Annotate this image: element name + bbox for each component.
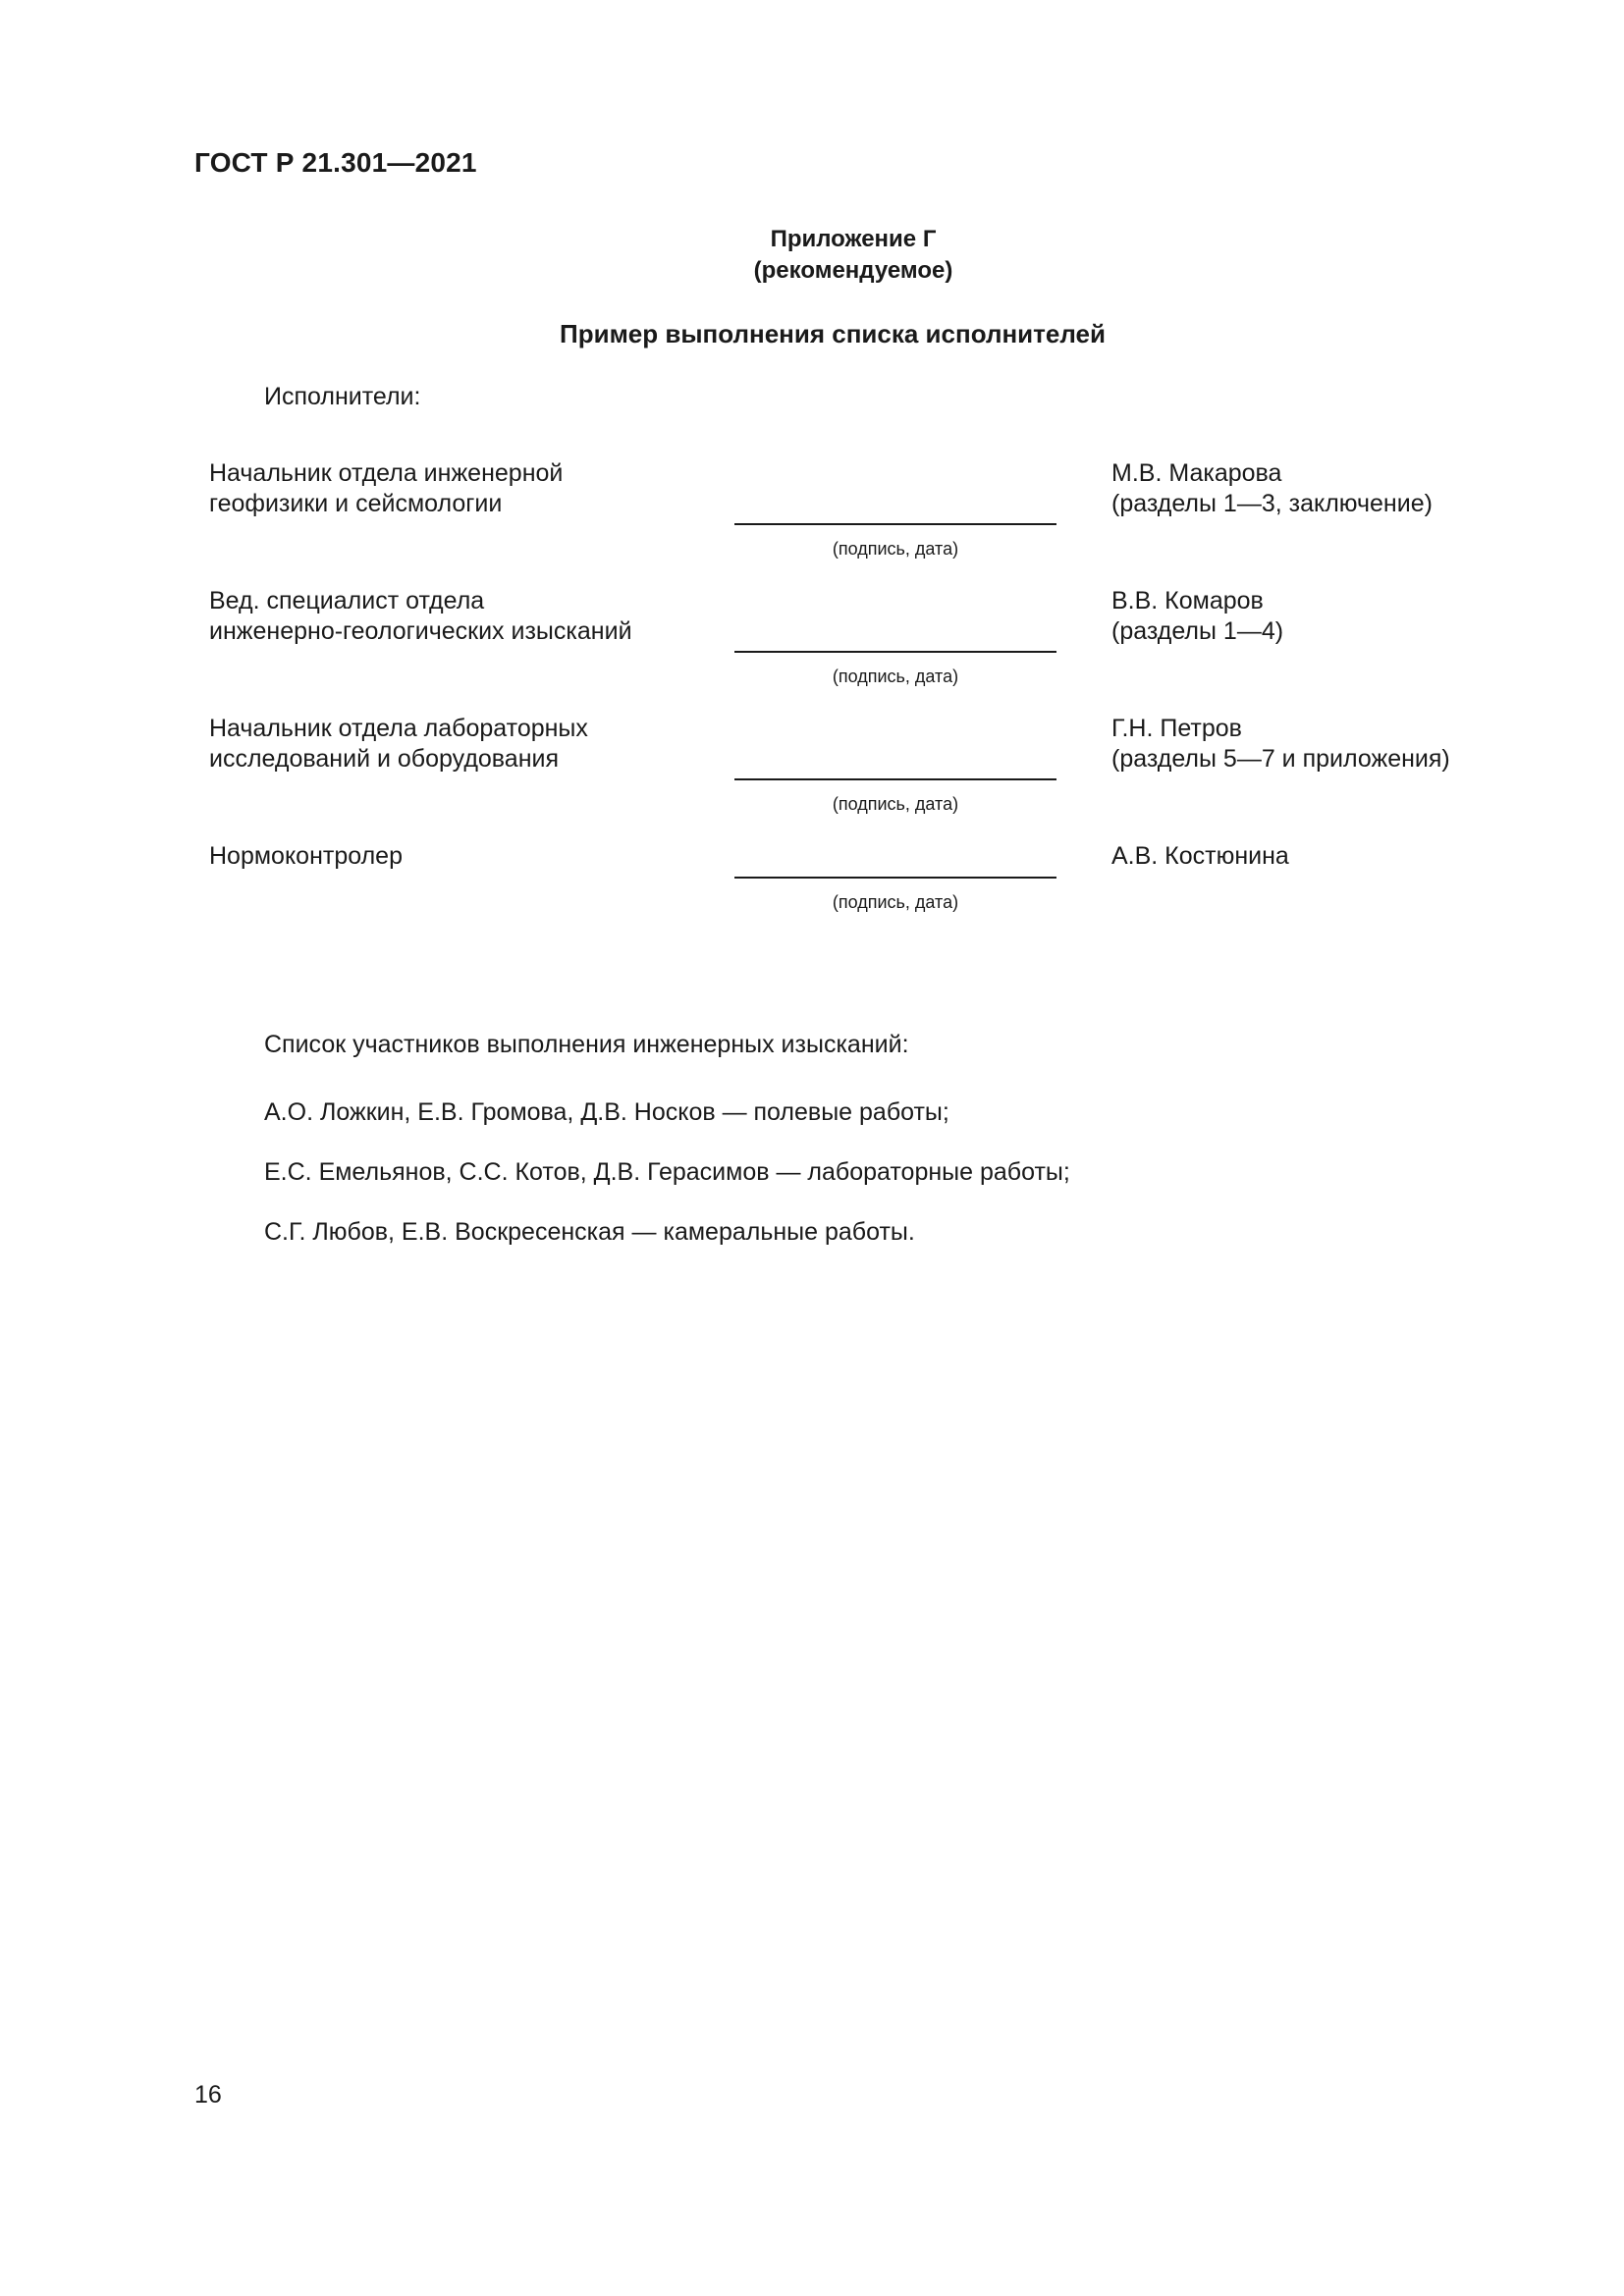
performer-scope: (разделы 1—4)	[1111, 617, 1284, 645]
position-line: Нормоконтролер	[209, 842, 403, 870]
performer-position	[209, 586, 632, 647]
position-line: инженерно-геологических изысканий	[209, 617, 632, 645]
performer-person	[1111, 586, 1283, 647]
participant-line: А.О. Ложкин, Е.В. Громова, Д.В. Носков — полевые работы;	[264, 1098, 949, 1126]
position-line: Вед. специалист отдела	[209, 587, 485, 614]
signature-line	[734, 651, 1056, 653]
signature-line	[734, 877, 1056, 879]
signature-caption: (подпись, дата)	[832, 892, 959, 912]
participant-line: Е.С. Емельянов, С.С. Котов, Д.В. Герасимов — лабораторные работы;	[264, 1158, 1070, 1186]
signature-line	[734, 778, 1056, 780]
performer-person	[1111, 458, 1433, 519]
position-line: исследований и оборудования	[209, 745, 560, 773]
appendix-title: Приложение Г	[770, 226, 937, 252]
signature-caption: (подпись, дата)	[832, 794, 959, 814]
position-line: Начальник отдела инженерной	[209, 459, 564, 487]
page-number: 16	[194, 2081, 222, 2109]
performer-position	[209, 458, 563, 519]
standard-code-header: ГОСТ Р 21.301—2021	[194, 147, 477, 178]
performer-name: М.В. Макарова	[1111, 459, 1282, 487]
participant-line: С.Г. Любов, Е.В. Воскресенская — камеральные работы.	[264, 1218, 915, 1246]
performer-person	[1111, 841, 1289, 872]
performer-person	[1111, 714, 1450, 774]
performer-position	[209, 714, 588, 774]
position-line: геофизики и сейсмологии	[209, 490, 503, 517]
performer-position	[209, 841, 403, 872]
signature-line	[734, 523, 1056, 525]
performer-name: Г.Н. Петров	[1111, 715, 1242, 742]
section-title: Пример выполнения списка исполнителей	[560, 319, 1106, 348]
performers-label: Исполнители:	[264, 383, 421, 410]
signature-caption: (подпись, дата)	[832, 667, 959, 686]
performer-scope: (разделы 1—3, заключение)	[1111, 490, 1433, 517]
position-line: Начальник отдела лабораторных	[209, 715, 588, 742]
participants-label: Список участников выполнения инженерных изысканий:	[264, 1031, 909, 1058]
signature-caption: (подпись, дата)	[832, 539, 959, 559]
appendix-status: (рекомендуемое)	[753, 257, 953, 284]
performer-scope: (разделы 5—7 и приложения)	[1111, 745, 1450, 773]
performer-name: А.В. Костюнина	[1111, 842, 1289, 870]
performer-name: В.В. Комаров	[1111, 587, 1264, 614]
